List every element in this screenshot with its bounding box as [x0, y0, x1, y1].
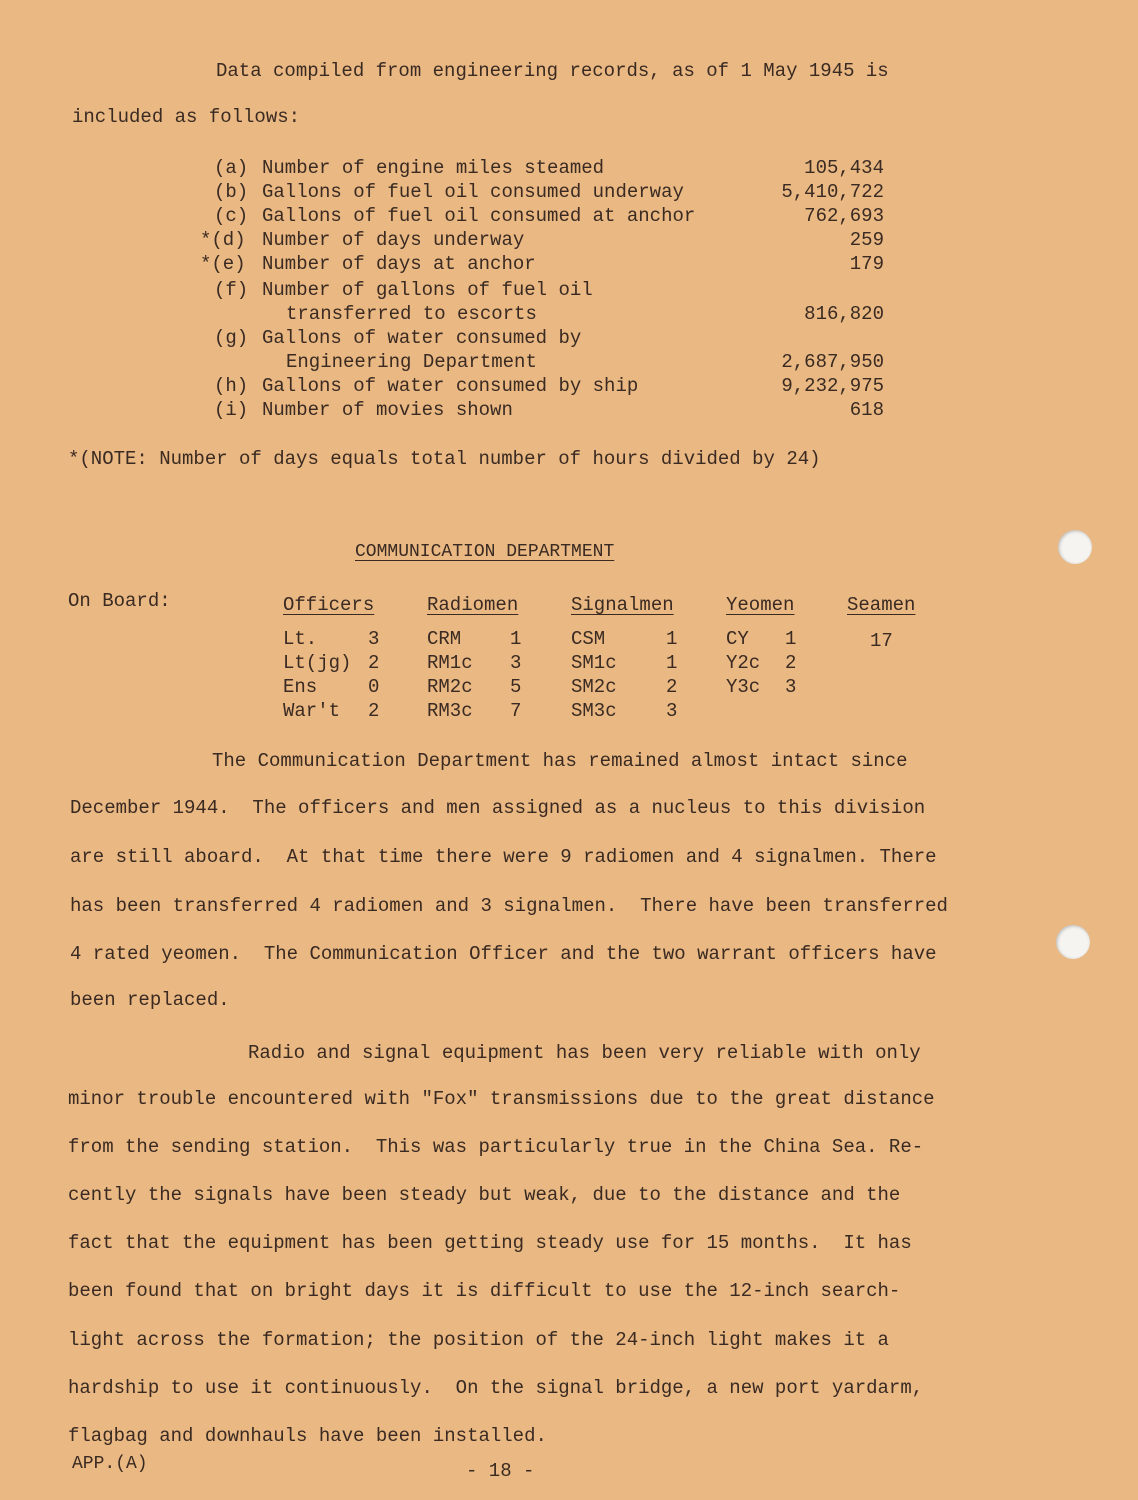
- page-number: - 18 -: [466, 1460, 535, 1482]
- crew-rate: Y2c: [726, 652, 761, 674]
- stat-label-continued: transferred to escorts: [286, 303, 537, 325]
- crew-count: 1: [666, 628, 678, 650]
- stat-value: 179: [849, 253, 884, 275]
- crew-count: 7: [510, 700, 522, 722]
- punch-hole: [1058, 530, 1092, 564]
- text-line: December 1944. The officers and men assigned as a nucleus to this division: [70, 797, 926, 819]
- text-line: from the sending station. This was particularly true in the China Sea. Re-: [68, 1136, 924, 1158]
- text-line: 4 rated yeomen. The Communication Officer and the two warrant officers have: [70, 943, 937, 965]
- text-line: Radio and signal equipment has been very reliable with only: [248, 1042, 921, 1064]
- stat-value: 816,820: [804, 303, 884, 325]
- text-line: hardship to use it continuously. On the signal bridge, a new port yardarm,: [68, 1377, 924, 1399]
- crew-rate: Ens: [283, 676, 318, 698]
- crew-count: 17: [870, 630, 893, 652]
- crew-count: 3: [785, 676, 797, 698]
- text-line: cently the signals have been steady but weak, due to the distance and the: [68, 1184, 901, 1206]
- stat-value: 762,693: [804, 205, 884, 227]
- stat-marker: *(e): [200, 253, 246, 275]
- crew-count: 2: [785, 652, 797, 674]
- crew-rate: Lt.: [283, 628, 318, 650]
- stat-label: Number of days at anchor: [262, 253, 536, 275]
- crew-rate: Lt(jg): [283, 652, 352, 674]
- crew-rate: SM1c: [571, 652, 617, 674]
- stat-value: 259: [849, 229, 884, 251]
- stat-label: Gallons of water consumed by: [262, 327, 582, 349]
- text-line: been replaced.: [70, 989, 230, 1011]
- stat-label: Number of movies shown: [262, 399, 513, 421]
- crew-count: 3: [510, 652, 522, 674]
- stat-value: 618: [849, 399, 884, 421]
- stat-marker: (f): [214, 279, 249, 301]
- crew-rate: CRM: [427, 628, 462, 650]
- text-line: minor trouble encountered with "Fox" transmissions due to the great distance: [68, 1088, 935, 1110]
- crew-count: 2: [666, 676, 678, 698]
- punch-hole: [1056, 925, 1090, 959]
- crew-count: 1: [666, 652, 678, 674]
- column-header-officers: Officers: [283, 594, 375, 616]
- text-line: The Communication Department has remained almost intact since: [212, 750, 908, 772]
- stat-marker: (a): [214, 157, 249, 179]
- stat-value: 9,232,975: [781, 375, 884, 397]
- crew-count: 5: [510, 676, 522, 698]
- stat-value: 5,410,722: [781, 181, 884, 203]
- appendix-label: APP.(A): [72, 1454, 148, 1474]
- stat-label-continued: Engineering Department: [286, 351, 537, 373]
- crew-rate: RM2c: [427, 676, 473, 698]
- stat-value: 2,687,950: [781, 351, 884, 373]
- crew-count: 3: [666, 700, 678, 722]
- stat-label: Number of gallons of fuel oil: [262, 279, 593, 301]
- crew-count: 1: [510, 628, 522, 650]
- note: *(NOTE: Number of days equals total number of hours divided by 24): [68, 448, 821, 470]
- stat-marker: *(d): [200, 229, 246, 251]
- text-line: light across the formation; the position of the 24-inch light makes it a: [68, 1329, 889, 1351]
- crew-count: 2: [368, 652, 380, 674]
- crew-rate: War't: [283, 700, 341, 722]
- crew-rate: SM2c: [571, 676, 617, 698]
- section-heading: COMMUNICATION DEPARTMENT: [355, 542, 615, 562]
- stat-label: Number of days underway: [262, 229, 525, 251]
- text-line: fact that the equipment has been getting steady use for 15 months. It has: [68, 1232, 912, 1254]
- stat-marker: (c): [214, 205, 249, 227]
- stat-value: 105,434: [804, 157, 884, 179]
- text-line: has been transferred 4 radiomen and 3 signalmen. There have been transferred: [70, 895, 948, 917]
- stat-marker: (b): [214, 181, 249, 203]
- column-header-seamen: Seamen: [847, 594, 916, 616]
- text-line: flagbag and downhauls have been installed.: [68, 1425, 547, 1447]
- crew-rate: CY: [726, 628, 749, 650]
- crew-count: 3: [368, 628, 380, 650]
- text-line: are still aboard. At that time there were 9 radiomen and 4 signalmen. There: [70, 846, 937, 868]
- intro-line-1: Data compiled from engineering records, as of 1 May 1945 is: [216, 60, 889, 82]
- column-header-yeomen: Yeomen: [726, 594, 795, 616]
- stat-label: Gallons of fuel oil consumed at anchor: [262, 205, 696, 227]
- crew-count: 2: [368, 700, 380, 722]
- crew-count: 1: [785, 628, 797, 650]
- crew-rate: Y3c: [726, 676, 761, 698]
- column-header-radiomen: Radiomen: [427, 594, 519, 616]
- stat-marker: (h): [214, 375, 249, 397]
- stat-label: Gallons of water consumed by ship: [262, 375, 639, 397]
- crew-count: 0: [368, 676, 380, 698]
- stat-label: Number of engine miles steamed: [262, 157, 605, 179]
- stat-label: Gallons of fuel oil consumed underway: [262, 181, 684, 203]
- crew-rate: CSM: [571, 628, 606, 650]
- column-header-signalmen: Signalmen: [571, 594, 674, 616]
- text-line: been found that on bright days it is difficult to use the 12-inch search-: [68, 1280, 901, 1302]
- crew-rate: SM3c: [571, 700, 617, 722]
- intro-line-2: included as follows:: [72, 106, 301, 128]
- stat-marker: (g): [214, 327, 249, 349]
- crew-rate: RM3c: [427, 700, 473, 722]
- crew-rate: RM1c: [427, 652, 473, 674]
- stat-marker: (i): [214, 399, 249, 421]
- on-board-label: On Board:: [68, 590, 171, 612]
